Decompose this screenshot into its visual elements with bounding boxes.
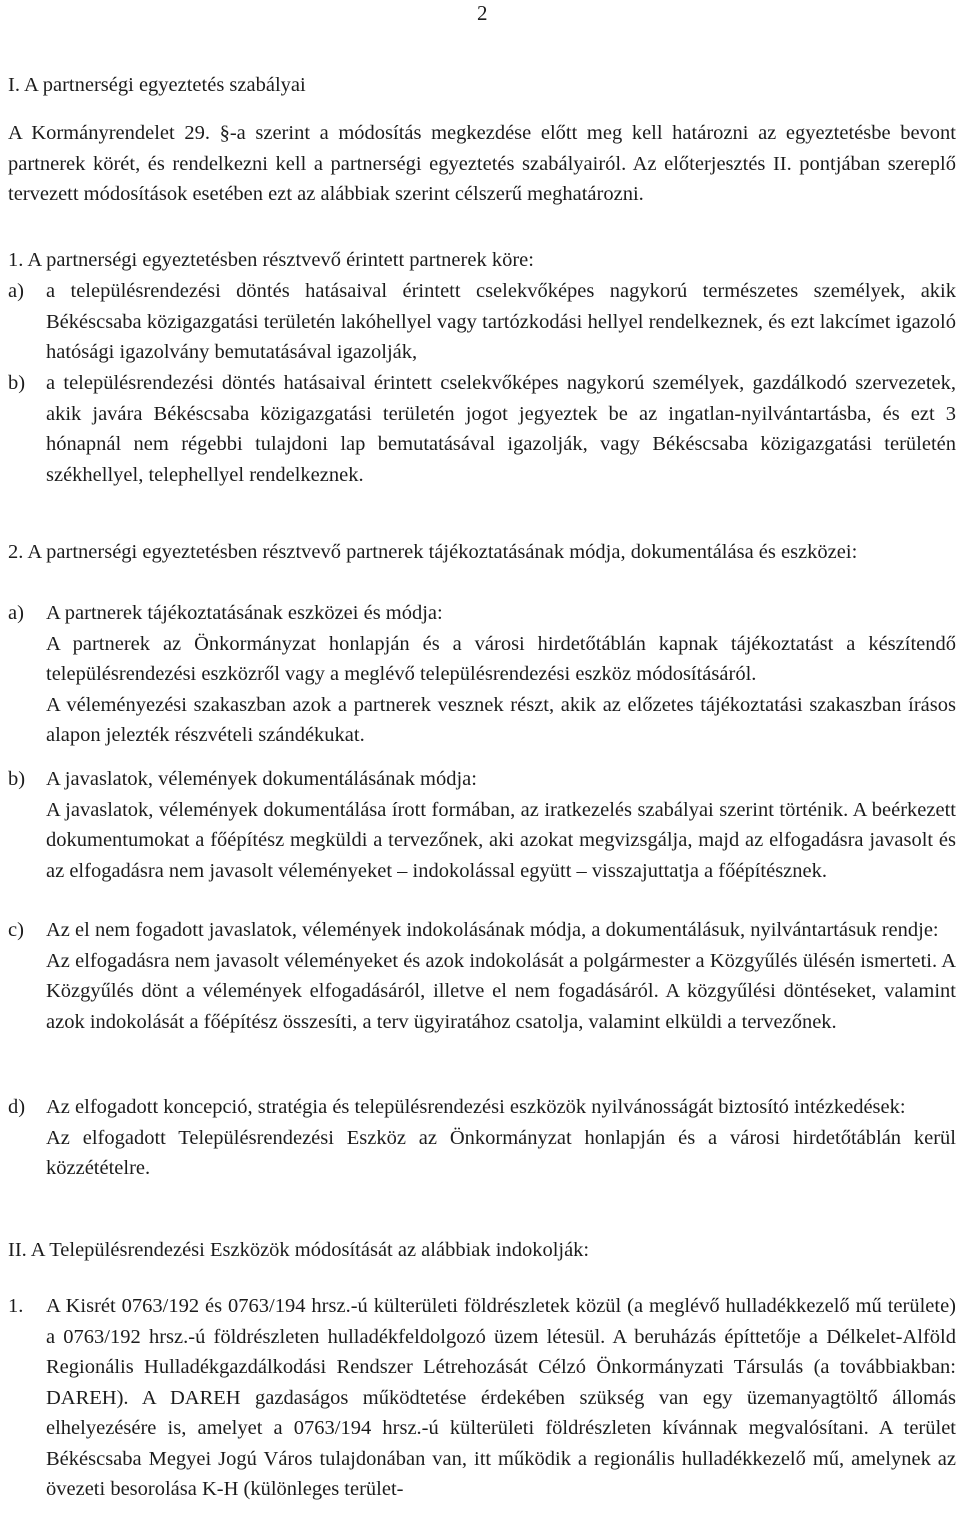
list-label: d) [8, 1096, 26, 1118]
list-item-2b [8, 764, 956, 886]
list-item-text: A Kisrét 0763/192 és 0763/194 hrsz.-ú külterületi földrészletek közül (a meglévő hulladékkezelő mű területe) a 0763/192 hrsz.-ú földrészleten hulladékfeldolgozó üzem létesül. A beruházás építtetője a Délkelet-Alföld Regionális Hulladékgazdálkodási Rendszer Létrehozását Célzó Önkormányzati Társulás (a továbbiakban: DAREH). A DAREH gazdaságos működtetése érdekében szükség van egy üzemanyagtöltő állomás elhelyezésére is, amelyet a 0763/194 hrsz.-ú külterületi földrészleten kívánnak megvalósítani. A terület Békéscsaba Megyei Jogú Város tulajdonában van, itt működik a regionális hulladékkezelő mű, amelynek az övezeti besorolása K-H (különleges terület- [46, 1295, 956, 1500]
list-item-text: a településrendezési döntés hatásaival érintett cselekvőképes nagykorú személyek, gazdálkodó szervezetek, akik javára Békéscsaba közigazgatási területén jogot jegyeztek be az ingatlan-nyilvántartásba, és ezt 3 hónapnál nem régebbi tulajdoni lap bemutatásával igazolják, vagy Békéscsaba közigazgatási területén székhellyel, telephellyel rendelkeznek. [46, 372, 956, 486]
section-heading-1: I. A partnerségi egyeztetés szabályai [8, 74, 306, 96]
list-item-ii-1 [8, 1291, 956, 1505]
list-label: a) [8, 280, 24, 302]
paragraph: Az elfogadott Településrendezési Eszköz az Önkormányzat honlapján és a városi hirdetőtáblán kerül közzétételre. [46, 1126, 956, 1179]
point-2-title: 2. A partnerségi egyeztetésben résztvevő partnerek tájékoztatásának módja, dokumentálása és eszközei: [8, 541, 858, 563]
list-item-2c [8, 915, 956, 1037]
paragraph: A partnerek az Önkormányzat honlapján és a városi hirdetőtáblán kapnak tájékoztatást a készítendő településrendezési eszközről vagy a meglévő településrendezési eszköz módosításáról. [46, 632, 956, 685]
page-number: 2 [477, 1, 488, 25]
list-item-2a [8, 598, 956, 751]
section-heading-2: II. A Településrendezési Eszközök módosítását az alábbiak indokolják: [8, 1239, 590, 1261]
list-label: b) [8, 372, 26, 394]
paragraph: Az elfogadásra nem javasolt véleményeket és azok indokolását a polgármester a Közgyűlés ülésén ismerteti. A Közgyűlés dönt a vélemények elfogadásáról, illetve el nem fogadásáról. A közgyűlési döntéseket, valamint azok indokolását a főépítész összesíti, a terv ügyiratához csatolja, valamint elküldi a tervezőnek. [46, 949, 956, 1033]
list-label: 1. [8, 1295, 24, 1317]
list-item-1b [8, 368, 956, 490]
point-1-title: 1. A partnerségi egyeztetésben résztvevő érintett partnerek köre: [8, 249, 534, 271]
list-label: c) [8, 919, 24, 941]
paragraph: A javaslatok, vélemények dokumentálása írott formában, az iratkezelés szabályai szerint történik. A beérkezett dokumentumokat a főépítész megküldi a tervezőnek, aki azokat megvizsgálja, majd az elfogadásra javasolt és az elfogadásra nem javasolt véleményeket – indokolással együtt – visszajuttatja a főépítésznek. [46, 798, 956, 882]
list-label: b) [8, 768, 26, 790]
list-item-1a [8, 276, 956, 368]
paragraph: A véleményezési szakaszban azok a partnerek vesznek részt, akik az előzetes tájékoztatási szakaszban írásos alapon jelezték részvételi szándékukat. [46, 693, 956, 746]
subsection-title: Az elfogadott koncepció, stratégia és településrendezési eszközök nyilvánosságát biztosító intézkedések: [46, 1096, 906, 1118]
subsection-title: A partnerek tájékoztatásának eszközei és módja: [46, 602, 443, 624]
subsection-title: A javaslatok, vélemények dokumentálásának módja: [46, 768, 477, 790]
intro-paragraph: A Kormányrendelet 29. §-a szerint a módosítás megkezdése előtt meg kell határozni az egyeztetésbe bevont partnerek körét, és rendelkezni kell a partnerségi egyeztetés szabályairól. Az előterjesztés II. pontjában szereplő tervezett módosítások esetében ezt az alábbiak szerint célszerű meghatározni. [8, 122, 956, 205]
list-item-text: a településrendezési döntés hatásaival érintett cselekvőképes nagykorú természetes személyek, akik Békéscsaba közigazgatási területén lakóhellyel vagy tartózkodási hellyel rendelkeznek, és ezt lakcímet igazoló hatósági igazolvány bemutatásával igazolják, [46, 280, 956, 363]
list-label: a) [8, 602, 24, 624]
subsection-title: Az el nem fogadott javaslatok, vélemények indokolásának módja, a dokumentálásuk, nyilvántartásuk rendje: [46, 919, 939, 941]
list-item-2d [8, 1092, 956, 1184]
